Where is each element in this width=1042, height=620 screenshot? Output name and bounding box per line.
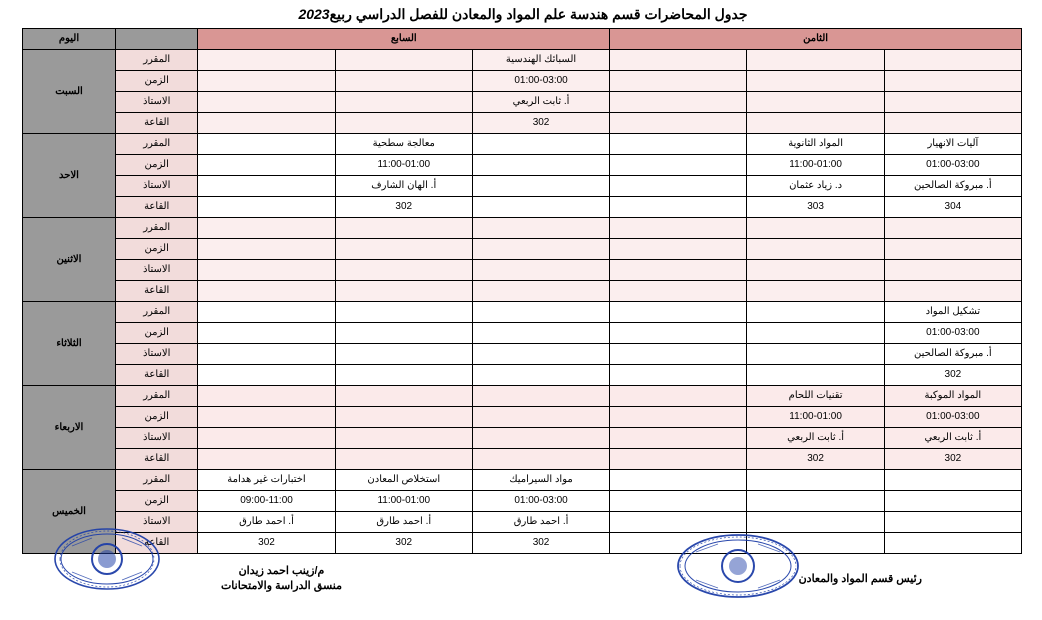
row-label-time: الزمن	[116, 239, 198, 260]
sem7-slot1-teacher	[472, 260, 609, 281]
sem8-slot1-time	[610, 155, 747, 176]
sem8-slot2-room	[747, 281, 884, 302]
sem8-slot3-room	[884, 113, 1021, 134]
table-row	[23, 155, 1022, 176]
sem8-slot2-time	[747, 239, 884, 260]
row-label-time: الزمن	[116, 155, 198, 176]
sem8-slot3-teacher: أ. مبروكة الصالحين	[884, 344, 1021, 365]
sem8-slot1-course	[610, 50, 747, 71]
row-label-room: القاعة	[116, 197, 198, 218]
sem7-slot3-teacher	[198, 260, 335, 281]
sem8-slot3-time	[884, 239, 1021, 260]
sem7-slot1-teacher	[472, 428, 609, 449]
sem7-slot1-teacher: أ. احمد طارق	[472, 512, 609, 533]
table-row	[23, 281, 1022, 302]
sem7-slot2-room	[335, 365, 472, 386]
coordinator-title: منسق الدراسة والامتحانات	[220, 580, 342, 592]
row-label-course: المقرر	[116, 134, 198, 155]
sem8-slot3-time: 01:00-03:00	[884, 407, 1021, 428]
row-label-teacher: الاستاذ	[116, 260, 198, 281]
sem8-slot2-time: 11:00-01:00	[747, 407, 884, 428]
sem7-slot2-teacher: أ. الهان الشارف	[335, 176, 472, 197]
table-row	[23, 50, 1022, 71]
sem7-slot1-time: 01:00-03:00	[472, 71, 609, 92]
table-row	[23, 470, 1022, 491]
day-name-thursday: الخميس	[23, 470, 116, 554]
sem8-slot3-teacher	[884, 92, 1021, 113]
sem7-slot3-course	[198, 218, 335, 239]
sem7-slot3-course	[198, 50, 335, 71]
table-row	[23, 239, 1022, 260]
day-name-wednesday: الاربعاء	[23, 386, 116, 470]
sem8-slot2-teacher	[747, 512, 884, 533]
table-row	[23, 302, 1022, 323]
sem7-slot3-time	[198, 407, 335, 428]
row-label-course: المقرر	[116, 302, 198, 323]
table-row	[23, 176, 1022, 197]
table-row	[23, 134, 1022, 155]
row-label-time: الزمن	[116, 71, 198, 92]
sem8-slot1-teacher	[610, 428, 747, 449]
sem7-slot3-teacher	[198, 428, 335, 449]
sem7-slot1-course: السبائك الهندسية	[472, 50, 609, 71]
sem8-slot3-teacher: أ. ثابت الربعي	[884, 428, 1021, 449]
row-label-teacher: الاستاذ	[116, 512, 198, 533]
table-row	[23, 386, 1022, 407]
table-row	[23, 218, 1022, 239]
sem7-slot1-teacher: أ. ثابت الربعي	[472, 92, 609, 113]
sem8-slot1-time	[610, 407, 747, 428]
document-footer	[0, 554, 1042, 620]
sem8-slot2-course	[747, 470, 884, 491]
sem8-slot1-course	[610, 470, 747, 491]
sem8-slot3-time: 01:00-03:00	[884, 155, 1021, 176]
sem8-slot3-room	[884, 281, 1021, 302]
sem7-slot3-teacher	[198, 92, 335, 113]
sem8-slot3-course	[884, 50, 1021, 71]
table-row	[23, 533, 1022, 554]
sem7-slot3-course: اختبارات غير هدامة	[198, 470, 335, 491]
sem7-slot1-course	[472, 218, 609, 239]
sem8-slot3-room	[884, 533, 1021, 554]
sem7-slot3-room: 302	[198, 533, 335, 554]
sem7-slot2-time: 11:00-01:00	[335, 155, 472, 176]
sem7-slot2-room	[335, 281, 472, 302]
lecture-schedule-table	[22, 28, 1022, 554]
row-label-course: المقرر	[116, 386, 198, 407]
sem8-slot2-room: 303	[747, 197, 884, 218]
sem7-slot2-teacher	[335, 260, 472, 281]
sem8-slot1-teacher	[610, 512, 747, 533]
table-row	[23, 428, 1022, 449]
sem7-slot1-time: 01:00-03:00	[472, 491, 609, 512]
department-head-title: رئيس قسم المواد والمعادن	[798, 573, 922, 585]
sem8-slot3-time	[884, 491, 1021, 512]
sem8-slot1-course	[610, 302, 747, 323]
sem7-slot1-room: 302	[472, 113, 609, 134]
sem7-slot1-time	[472, 407, 609, 428]
sem7-slot3-course	[198, 134, 335, 155]
sem8-slot2-time	[747, 323, 884, 344]
sem7-slot3-time	[198, 323, 335, 344]
sem8-slot1-course	[610, 134, 747, 155]
sem7-slot3-room	[198, 197, 335, 218]
row-label-time: الزمن	[116, 491, 198, 512]
sem8-slot1-course	[610, 218, 747, 239]
sem7-slot3-course	[198, 386, 335, 407]
table-header-row	[23, 29, 1022, 50]
sem8-slot3-time: 01:00-03:00	[884, 323, 1021, 344]
department-head-signature	[799, 572, 922, 587]
sem8-slot1-time	[610, 491, 747, 512]
header-row-label	[116, 29, 198, 50]
sem8-slot1-room	[610, 449, 747, 470]
sem8-slot1-room	[610, 365, 747, 386]
sem7-slot1-teacher	[472, 344, 609, 365]
sem7-slot1-room: 302	[472, 533, 609, 554]
sem7-slot3-room	[198, 113, 335, 134]
header-semester-7: السابع	[198, 29, 610, 50]
sem7-slot3-room	[198, 365, 335, 386]
document-title	[0, 0, 1042, 28]
sem7-slot1-room	[472, 281, 609, 302]
sem8-slot2-teacher: د. زياد عثمان	[747, 176, 884, 197]
table-row	[23, 260, 1022, 281]
row-label-teacher: الاستاذ	[116, 428, 198, 449]
day-name-tuesday: الثلاثاء	[23, 302, 116, 386]
row-label-course: المقرر	[116, 218, 198, 239]
sem8-slot3-room: 302	[884, 365, 1021, 386]
sem7-slot3-time: 09:00-11:00	[198, 491, 335, 512]
table-row	[23, 491, 1022, 512]
sem7-slot2-room: 302	[335, 197, 472, 218]
sem7-slot1-course	[472, 134, 609, 155]
sem8-slot1-room	[610, 197, 747, 218]
title-year: جدول المحاضرات قسم هندسة علم المواد والمعادن للفصل الدراسي ربيع	[329, 5, 748, 22]
sem8-slot3-course: المواد الموكبة	[884, 386, 1021, 407]
row-label-course: المقرر	[116, 470, 198, 491]
sem8-slot3-course: تشكيل المواد	[884, 302, 1021, 323]
sem8-slot1-course	[610, 386, 747, 407]
sem8-slot2-course	[747, 302, 884, 323]
sem7-slot2-course	[335, 386, 472, 407]
row-label-teacher: الاستاذ	[116, 176, 198, 197]
table-row	[23, 407, 1022, 428]
sem7-slot3-teacher: أ. احمد طارق	[198, 512, 335, 533]
sem7-slot2-room	[335, 449, 472, 470]
table-row	[23, 344, 1022, 365]
day-name-sunday: الاحد	[23, 134, 116, 218]
sem7-slot1-teacher	[472, 176, 609, 197]
table-row	[23, 449, 1022, 470]
sem7-slot2-course	[335, 218, 472, 239]
sem8-slot1-room	[610, 281, 747, 302]
sem8-slot2-room	[747, 365, 884, 386]
sem7-slot2-time	[335, 239, 472, 260]
table-row	[23, 197, 1022, 218]
sem8-slot3-room: 302	[884, 449, 1021, 470]
coordinator-stamp	[674, 532, 802, 590]
sem7-slot1-time	[472, 239, 609, 260]
sem8-slot1-time	[610, 323, 747, 344]
sem7-slot2-time	[335, 71, 472, 92]
sem8-slot2-room: 302	[747, 449, 884, 470]
day-name-saturday: السبت	[23, 50, 116, 134]
header-day: اليوم	[23, 29, 116, 50]
sem7-slot2-course: استخلاص المعادن	[335, 470, 472, 491]
sem7-slot1-course	[472, 302, 609, 323]
sem8-slot2-course	[747, 218, 884, 239]
sem7-slot3-time	[198, 71, 335, 92]
sem7-slot3-room	[198, 449, 335, 470]
row-label-teacher: الاستاذ	[116, 92, 198, 113]
sem7-slot1-room	[472, 197, 609, 218]
sem7-slot2-teacher	[335, 344, 472, 365]
sem7-slot1-time	[472, 323, 609, 344]
sem7-slot2-course	[335, 50, 472, 71]
sem8-slot3-course: آليات الانهيار	[884, 134, 1021, 155]
sem8-slot3-room: 304	[884, 197, 1021, 218]
sem7-slot1-time	[472, 155, 609, 176]
department-stamp	[54, 526, 162, 584]
sem8-slot2-time	[747, 71, 884, 92]
sem8-slot3-teacher	[884, 512, 1021, 533]
row-label-room: القاعة	[116, 449, 198, 470]
sem8-slot2-teacher	[747, 260, 884, 281]
coordinator-name: م/زينب احمد زيدان	[238, 565, 325, 577]
row-label-course: المقرر	[116, 50, 198, 71]
sem8-slot2-time	[747, 491, 884, 512]
sem7-slot3-time	[198, 239, 335, 260]
sem7-slot2-teacher	[335, 428, 472, 449]
table-row	[23, 323, 1022, 344]
table-row	[23, 512, 1022, 533]
sem8-slot3-course	[884, 218, 1021, 239]
sem8-slot1-teacher	[610, 344, 747, 365]
coordinator-signature	[221, 564, 342, 594]
row-label-room: القاعة	[116, 533, 198, 554]
sem7-slot2-time: 11:00-01:00	[335, 491, 472, 512]
table-row	[23, 92, 1022, 113]
sem7-slot2-course	[335, 302, 472, 323]
row-label-room: القاعة	[116, 365, 198, 386]
row-label-teacher: الاستاذ	[116, 344, 198, 365]
sem7-slot1-room	[472, 449, 609, 470]
sem7-slot3-teacher	[198, 176, 335, 197]
sem8-slot1-teacher	[610, 92, 747, 113]
row-label-room: القاعة	[116, 281, 198, 302]
title-year-number: 2023	[298, 6, 330, 22]
sem8-slot2-teacher: أ. ثابت الربعي	[747, 428, 884, 449]
sem7-slot2-room: 302	[335, 533, 472, 554]
sem7-slot3-teacher	[198, 344, 335, 365]
header-semester-8: الثامن	[610, 29, 1022, 50]
table-row	[23, 71, 1022, 92]
sem7-slot2-teacher	[335, 92, 472, 113]
sem8-slot2-course: تقنيات اللحام	[747, 386, 884, 407]
row-label-time: الزمن	[116, 323, 198, 344]
sem8-slot2-teacher	[747, 92, 884, 113]
sem7-slot1-course: مواد السيراميك	[472, 470, 609, 491]
sem7-slot2-teacher: أ. احمد طارق	[335, 512, 472, 533]
sem8-slot2-course	[747, 50, 884, 71]
sem8-slot2-time: 11:00-01:00	[747, 155, 884, 176]
sem8-slot1-teacher	[610, 176, 747, 197]
sem8-slot2-teacher	[747, 344, 884, 365]
sem7-slot2-course: معالجة سطحية	[335, 134, 472, 155]
sem8-slot3-teacher	[884, 260, 1021, 281]
sem7-slot2-time	[335, 407, 472, 428]
table-row	[23, 113, 1022, 134]
sem7-slot2-room	[335, 113, 472, 134]
sem8-slot1-time	[610, 239, 747, 260]
sem8-slot2-room	[747, 113, 884, 134]
table-row	[23, 365, 1022, 386]
sem8-slot1-teacher	[610, 260, 747, 281]
sem7-slot3-course	[198, 302, 335, 323]
sem8-slot1-time	[610, 71, 747, 92]
sem8-slot3-course	[884, 470, 1021, 491]
sem8-slot2-course: المواد الثانوية	[747, 134, 884, 155]
sem8-slot3-teacher: أ. مبروكة الصالحين	[884, 176, 1021, 197]
sem7-slot1-room	[472, 365, 609, 386]
sem7-slot1-course	[472, 386, 609, 407]
row-label-time: الزمن	[116, 407, 198, 428]
sem7-slot2-time	[335, 323, 472, 344]
sem8-slot1-room	[610, 113, 747, 134]
sem7-slot3-room	[198, 281, 335, 302]
day-name-monday: الاثنين	[23, 218, 116, 302]
row-label-room: القاعة	[116, 113, 198, 134]
sem8-slot3-time	[884, 71, 1021, 92]
sem7-slot3-time	[198, 155, 335, 176]
